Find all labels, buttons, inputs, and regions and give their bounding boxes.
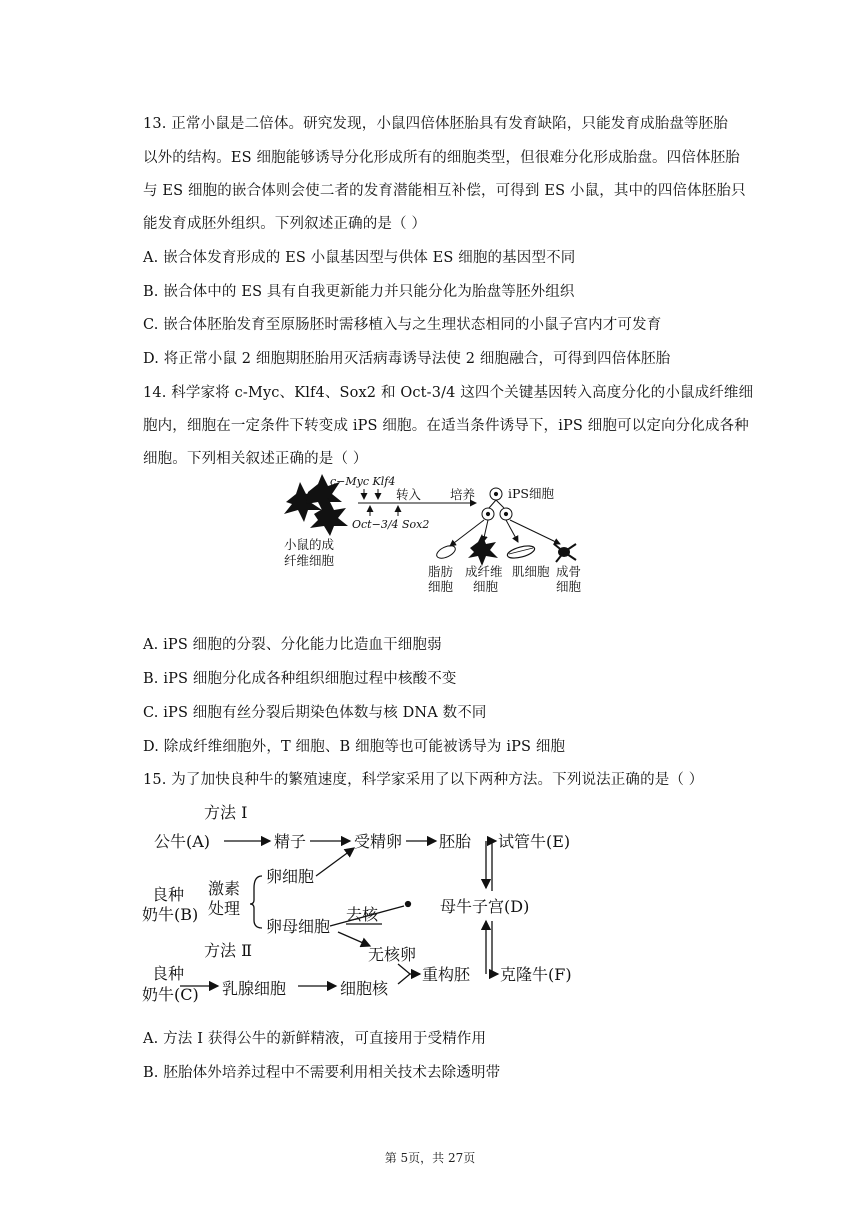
ips-label: iPS细胞 — [508, 486, 554, 501]
source-label-1: 小鼠的成 — [284, 537, 335, 552]
page-footer: 第 5页，共 27页 — [384, 1151, 476, 1165]
q14-line-1: 14. 科学家将 c-Myc、Klf4、Sox2 和 Oct-3/4 这四个关键基因转入高度分化的小鼠成纤维细 — [143, 385, 754, 401]
fibroblast-cell-icon — [468, 534, 498, 566]
gene-top-label: c−Myc Klf4 — [330, 475, 396, 488]
nucleus-label: 细胞核 — [340, 979, 389, 998]
q13-line-2: 以外的结构。ES 细胞能够诱导分化形成所有的细胞类型，但很难分化形成胎盘。四倍体胚胎 — [143, 150, 740, 166]
test-tube-calf-label: 试管牛(E) — [498, 832, 571, 851]
target-3-line-1: 成骨 — [556, 564, 582, 579]
enucleated-egg-label: 无核卵 — [368, 945, 417, 964]
source-label-2: 纤维细胞 — [284, 553, 335, 568]
q13-option-c: C. 嵌合体胚胎发育至原肠胚时需移植入与之生理状态相同的小鼠子宫内才可发育 — [143, 317, 662, 333]
q15-option-b: B. 胚胎体外培养过程中不需要利用相关技术去除透明带 — [143, 1065, 501, 1081]
muscle-cell-icon — [506, 544, 536, 561]
q13-option-a: A. 嵌合体发育形成的 ES 小鼠基因型与供体 ES 细胞的基因型不同 — [143, 250, 576, 266]
q15-line-1: 15. 为了加快良种牛的繁殖速度，科学家采用了以下两种方法。下列说法正确的是（ ） — [143, 772, 704, 788]
mammary-cell-label: 乳腺细胞 — [222, 979, 287, 998]
q15-option-a: A. 方法 I 获得公牛的新鲜精液，可直接用于受精作用 — [143, 1031, 487, 1047]
fat-cell-icon — [435, 543, 457, 561]
bull-label: 公牛(A) — [154, 832, 211, 851]
cow-c-label-1: 良种 — [152, 964, 185, 983]
hormone-label-2: 处理 — [208, 899, 241, 918]
bone-cell-icon — [554, 544, 576, 562]
q14-option-d: D. 除成纤维细胞外，T 细胞、B 细胞等也可能被诱导为 iPS 细胞 — [143, 739, 566, 755]
oocyte-label: 卵母细胞 — [266, 917, 331, 936]
uterus-label: 母牛子宫(D) — [440, 897, 530, 916]
q14-line-2: 胞内，细胞在一定条件下转变成 iPS 细胞。在适当条件诱导下，iPS 细胞可以定向分化成各种 — [143, 418, 749, 434]
reconstructed-embryo-label: 重构胚 — [422, 965, 471, 984]
target-2-line-1: 肌细胞 — [512, 564, 550, 579]
target-0-line-1: 脂肪 — [428, 564, 454, 579]
q14-line-3: 细胞。下列相关叙述正确的是（ ） — [143, 451, 368, 467]
target-labels — [428, 564, 582, 594]
transfer-label: 转入 — [396, 487, 422, 502]
ips-induction-figure — [278, 472, 590, 594]
q13-line-4: 能发育成胚外组织。下列叙述正确的是（ ） — [143, 216, 427, 232]
cow-b-label-2: 奶牛(B) — [142, 905, 199, 924]
q14-option-a: A. iPS 细胞的分裂、分化能力比造血干细胞弱 — [143, 637, 442, 653]
sperm-label: 精子 — [274, 832, 307, 851]
q13-line-1: 13. 正常小鼠是二倍体。研究发现，小鼠四倍体胚胎具有发育缺陷，只能发育成胎盘等胚胎 — [143, 116, 728, 132]
target-1-line-1: 成纤维 — [465, 564, 503, 579]
q14-option-c: C. iPS 细胞有丝分裂后期染色体数与核 DNA 数不同 — [143, 705, 487, 721]
cow-c-label-2: 奶牛(C) — [142, 985, 199, 1004]
embryo-label: 胚胎 — [439, 832, 472, 851]
target-1-line-2: 细胞 — [473, 579, 499, 594]
method-2-label: 方法 Ⅱ — [204, 941, 252, 960]
culture-label: 培养 — [450, 487, 476, 502]
target-3-line-2: 细胞 — [556, 579, 582, 594]
enucleate-label: 去核 — [346, 905, 379, 924]
gene-bottom-label: Oct−3/4 Sox2 — [352, 518, 430, 531]
q14-option-b: B. iPS 细胞分化成各种组织细胞过程中核酸不变 — [143, 671, 457, 687]
clone-calf-label: 克隆牛(F) — [500, 965, 572, 984]
q13-option-b: B. 嵌合体中的 ES 具有自我更新能力并只能分化为胎盘等胚外组织 — [143, 284, 575, 300]
hormone-label-1: 激素 — [208, 879, 241, 898]
q13-option-d: D. 将正常小鼠 2 细胞期胚胎用灭活病毒诱导法使 2 细胞融合，可得到四倍体胚胎 — [143, 351, 671, 367]
method-1-label: 方法 I — [204, 803, 248, 822]
egg-cell-label: 卵细胞 — [266, 867, 315, 886]
cow-b-label-1: 良种 — [152, 885, 185, 904]
cattle-breeding-figure — [140, 796, 590, 1010]
target-0-line-2: 细胞 — [428, 579, 454, 594]
fertilized-egg-label: 受精卵 — [354, 832, 403, 851]
q13-line-3: 与 ES 细胞的嵌合体则会使二者的发育潜能相互补偿，可得到 ES 小鼠，其中的四倍体胚胎只 — [143, 183, 746, 199]
